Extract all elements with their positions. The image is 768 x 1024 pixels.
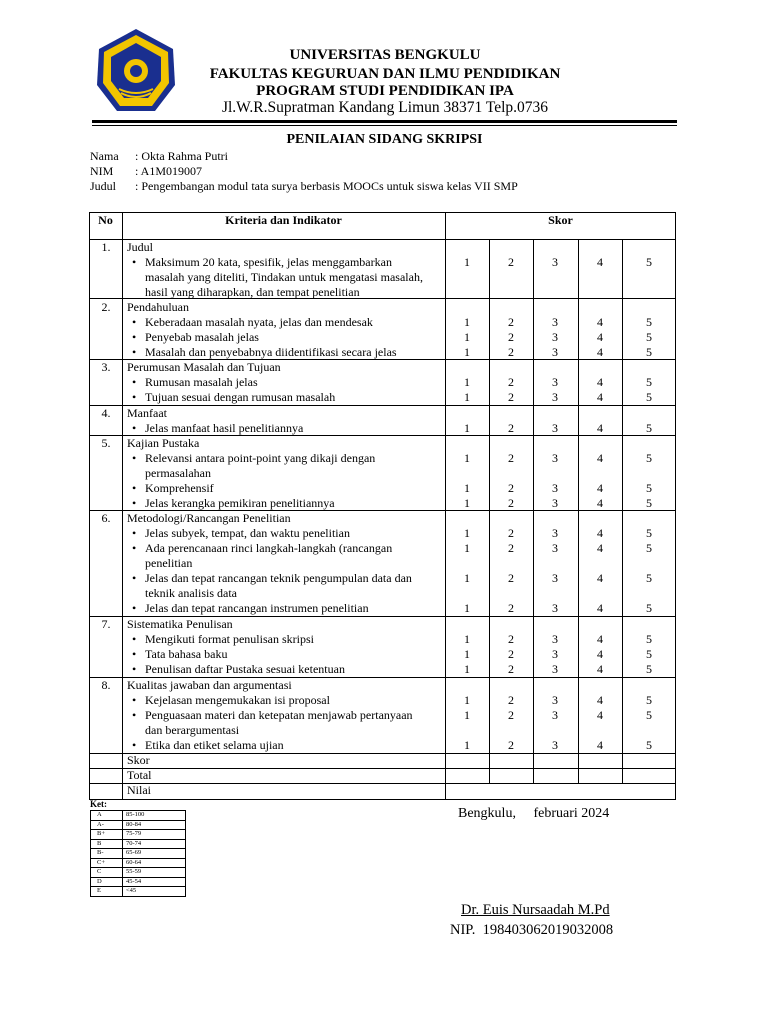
score-option: 3 — [552, 345, 558, 359]
row-number: 7. — [101, 617, 111, 631]
criteria-title: Pendahuluan — [127, 300, 189, 314]
criteria-title: Manfaat — [127, 406, 167, 420]
grade-letter: B — [97, 839, 102, 847]
score-option: 4 — [597, 526, 603, 540]
score-option: 4 — [597, 738, 603, 752]
score-option: 3 — [552, 662, 558, 676]
assessment-table — [89, 212, 676, 799]
score-option: 2 — [508, 526, 514, 540]
legend-rule — [90, 886, 186, 887]
university-logo — [95, 27, 177, 115]
score-option: 3 — [552, 315, 558, 329]
score-option: 3 — [552, 647, 558, 661]
score-option: 1 — [464, 662, 470, 676]
criteria-title: Kualitas jawaban dan argumentasi — [127, 678, 292, 692]
score-option: 5 — [646, 662, 652, 676]
score-option: 2 — [508, 375, 514, 389]
indicator-item: • Tujuan sesuai dengan rumusan masalah — [145, 390, 335, 405]
criteria-title: Perumusan Masalah dan Tujuan — [127, 360, 281, 374]
score-option: 1 — [464, 632, 470, 646]
grade-range: 65-69 — [126, 849, 142, 856]
score-option: 1 — [464, 708, 470, 722]
score-option: 5 — [646, 693, 652, 707]
score-option: 4 — [597, 632, 603, 646]
score-option: 2 — [508, 481, 514, 495]
score-option: 2 — [508, 647, 514, 661]
score-option: 4 — [597, 345, 603, 359]
indicator-continuation: teknik analisis data — [145, 586, 237, 600]
grade-letter: A — [97, 811, 102, 818]
table-rule — [489, 239, 490, 783]
score-option: 1 — [464, 375, 470, 389]
legend-rule — [122, 810, 123, 896]
score-option: 4 — [597, 708, 603, 722]
score-option: 5 — [646, 632, 652, 646]
score-option: 4 — [597, 601, 603, 615]
page-title: PENILAIAN SIDANG SKRIPSI — [286, 132, 483, 147]
score-option: 2 — [508, 632, 514, 646]
score-option: 1 — [464, 481, 470, 495]
header-rule-thin — [92, 125, 677, 126]
grade-letter: B- — [97, 849, 104, 856]
indicator-item: • Etika dan etiket selama ujian — [145, 738, 284, 753]
score-option: 5 — [646, 345, 652, 359]
score-option: 4 — [597, 541, 603, 555]
grade-letter: A- — [97, 820, 104, 828]
table-rule — [122, 212, 123, 799]
score-option: 1 — [464, 315, 470, 329]
grade-range: 80-84 — [126, 820, 142, 828]
score-option: 5 — [646, 738, 652, 752]
grade-letter: D — [97, 877, 102, 885]
grade-letter: B+ — [97, 830, 106, 837]
signature-place-date: Bengkulu, februari 2024 — [458, 806, 610, 821]
score-option: 5 — [646, 330, 652, 344]
score-option: 3 — [552, 496, 558, 510]
indicator-continuation: hasil yang diharapkan, dan tempat penelitian — [145, 285, 360, 299]
score-option: 5 — [646, 496, 652, 510]
faculty-name: FAKULTAS KEGURUAN DAN ILMU PENDIDIKAN — [209, 66, 561, 82]
indicator-item: • Rumusan masalah jelas — [145, 375, 258, 390]
row-number: 6. — [101, 511, 111, 525]
score-option: 5 — [646, 708, 652, 722]
indicator-item: • Kejelasan mengemukakan isi proposal — [145, 693, 330, 708]
indicator-item: • Penyebab masalah jelas — [145, 330, 259, 345]
table-rule — [445, 768, 676, 769]
table-rule — [675, 212, 676, 799]
score-option: 2 — [508, 345, 514, 359]
score-option: 2 — [508, 541, 514, 555]
indicator-item: • Penulisan daftar Pustaka sesuai ketentuan — [145, 662, 345, 677]
score-option: 1 — [464, 601, 470, 615]
score-option: 4 — [597, 375, 603, 389]
grade-range: <45 — [126, 887, 137, 894]
score-option: 5 — [646, 451, 652, 465]
score-option: 5 — [646, 601, 652, 615]
criteria-title: Kajian Pustaka — [127, 436, 200, 450]
score-option: 4 — [597, 255, 603, 269]
row-number: 4. — [101, 406, 111, 420]
grade-range: 60-64 — [126, 858, 142, 866]
score-option: 3 — [552, 738, 558, 752]
identity-key: Judul — [90, 179, 117, 193]
score-option: 1 — [464, 541, 470, 555]
score-option: 3 — [552, 541, 558, 555]
identity-value: : A1M019007 — [135, 164, 203, 178]
score-option: 2 — [508, 496, 514, 510]
identity-value: : Pengembangan modul tata surya berbasis MOOCs untuk siswa kelas VII SMP — [135, 179, 518, 193]
score-option: 5 — [646, 255, 652, 269]
score-option: 1 — [464, 571, 470, 585]
table-rule — [89, 405, 676, 406]
column-header-score: Skor — [548, 213, 573, 227]
score-option: 2 — [508, 421, 514, 435]
indicator-item: • Maksimum 20 kata, spesifik, jelas menggambarkan — [145, 255, 392, 270]
score-option: 3 — [552, 375, 558, 389]
table-rule — [89, 753, 676, 754]
grade-letter: E — [97, 887, 101, 894]
score-option: 4 — [597, 647, 603, 661]
score-option: 1 — [464, 330, 470, 344]
score-option: 3 — [552, 481, 558, 495]
score-option: 5 — [646, 375, 652, 389]
score-option: 4 — [597, 330, 603, 344]
row-number: 8. — [101, 678, 111, 692]
score-option: 2 — [508, 255, 514, 269]
column-header-criteria: Kriteria dan Indikator — [225, 213, 342, 227]
score-option: 5 — [646, 647, 652, 661]
indicator-item: • Ada perencanaan rinci langkah-langkah (rancangan — [145, 541, 392, 556]
score-option: 2 — [508, 662, 514, 676]
table-rule — [445, 783, 676, 784]
score-option: 3 — [552, 390, 558, 404]
indicator-item: • Keberadaan masalah nyata, jelas dan mendesak — [145, 315, 373, 330]
address: Jl.W.R.Supratman Kandang Limun 38371 Telp.0736 — [221, 99, 549, 116]
indicator-item: • Relevansi antara point-point yang dikaji dengan — [145, 451, 375, 466]
column-header-no: No — [98, 213, 113, 227]
grade-range: 75-79 — [126, 830, 142, 837]
score-option: 2 — [508, 330, 514, 344]
score-option: 2 — [508, 601, 514, 615]
grade-range: 55-59 — [126, 868, 142, 875]
indicator-item: • Jelas subyek, tempat, dan waktu penelitian — [145, 526, 350, 541]
row-number: 1. — [101, 240, 111, 254]
score-option: 4 — [597, 481, 603, 495]
indicator-item: • Komprehensif — [145, 481, 214, 496]
indicator-continuation: dan berargumentasi — [145, 723, 240, 737]
score-option: 5 — [646, 526, 652, 540]
footer-total: Total — [127, 768, 152, 782]
score-option: 5 — [646, 481, 652, 495]
score-option: 2 — [508, 315, 514, 329]
indicator-item: • Mengikuti format penulisan skripsi — [145, 632, 314, 647]
score-option: 2 — [508, 693, 514, 707]
footer-skor: Skor — [127, 753, 150, 767]
score-option: 3 — [552, 255, 558, 269]
grade-range: 70-74 — [126, 839, 142, 847]
grade-letter: C — [97, 868, 102, 875]
criteria-title: Sistematika Penulisan — [127, 617, 233, 631]
score-option: 2 — [508, 571, 514, 585]
grade-letter: C+ — [97, 858, 106, 866]
score-option: 1 — [464, 421, 470, 435]
score-option: 3 — [552, 571, 558, 585]
score-option: 4 — [597, 315, 603, 329]
score-option: 3 — [552, 451, 558, 465]
score-option: 1 — [464, 526, 470, 540]
indicator-item: • Jelas dan tepat rancangan teknik pengumpulan data dan — [145, 571, 412, 586]
score-option: 1 — [464, 345, 470, 359]
score-option: 5 — [646, 541, 652, 555]
university-name: UNIVERSITAS BENGKULU — [289, 47, 481, 63]
score-option: 3 — [552, 526, 558, 540]
indicator-item: • Penguasaan materi dan ketepatan menjawab pertanyaan — [145, 708, 413, 723]
program-name: PROGRAM STUDI PENDIDIKAN IPA — [256, 83, 514, 99]
identity-name-row — [90, 149, 228, 164]
score-option: 1 — [464, 693, 470, 707]
score-option: 2 — [508, 390, 514, 404]
criteria-title: Judul — [127, 240, 154, 254]
score-option: 3 — [552, 693, 558, 707]
ket-label: Ket: — [90, 799, 107, 809]
indicator-item: • Jelas kerangka pemikiran penelitiannya — [145, 496, 335, 511]
score-option: 3 — [552, 601, 558, 615]
footer-nilai: Nilai — [127, 783, 151, 797]
score-option: 3 — [552, 421, 558, 435]
score-option: 5 — [646, 390, 652, 404]
legend-rule — [90, 810, 91, 896]
indicator-continuation: masalah yang diteliti, Tindakan untuk mengatasi masalah, — [145, 270, 423, 284]
legend-rule — [185, 810, 186, 896]
grade-range: 45-54 — [126, 877, 142, 885]
score-option: 3 — [552, 632, 558, 646]
signature-name: Dr. Euis Nursaadah M.Pd — [461, 902, 610, 918]
score-option: 4 — [597, 693, 603, 707]
score-option: 3 — [552, 330, 558, 344]
identity-key: NIM — [90, 164, 114, 178]
criteria-title: Metodologi/Rancangan Penelitian — [127, 511, 291, 525]
table-rule — [89, 799, 676, 800]
grade-range: 85-100 — [126, 811, 145, 818]
table-rule — [445, 212, 446, 799]
row-number: 2. — [101, 300, 111, 314]
score-option: 2 — [508, 451, 514, 465]
score-option: 5 — [646, 571, 652, 585]
score-option: 1 — [464, 738, 470, 752]
table-rule — [533, 239, 534, 783]
score-option: 4 — [597, 496, 603, 510]
indicator-item: • Tata bahasa baku — [145, 647, 227, 662]
row-number: 5. — [101, 436, 111, 450]
score-option: 2 — [508, 738, 514, 752]
identity-nim-row — [90, 164, 202, 179]
score-option: 4 — [597, 421, 603, 435]
indicator-continuation: permasalahan — [145, 466, 211, 480]
score-option: 1 — [464, 255, 470, 269]
score-option: 5 — [646, 315, 652, 329]
signature-nip: NIP. 198403062019032008 — [450, 922, 614, 938]
score-option: 2 — [508, 708, 514, 722]
legend-rule — [90, 896, 186, 897]
score-option: 4 — [597, 662, 603, 676]
identity-key: Nama — [90, 149, 119, 163]
score-option: 4 — [597, 451, 603, 465]
score-option: 5 — [646, 421, 652, 435]
score-option: 1 — [464, 496, 470, 510]
identity-value: : Okta Rahma Putri — [135, 149, 228, 163]
table-rule — [622, 239, 623, 783]
score-option: 1 — [464, 451, 470, 465]
indicator-continuation: penelitian — [145, 556, 193, 570]
table-rule — [89, 239, 676, 240]
indicator-item: • Jelas dan tepat rancangan instrumen penelitian — [145, 601, 369, 616]
row-number: 3. — [101, 360, 111, 374]
score-option: 4 — [597, 571, 603, 585]
score-option: 3 — [552, 708, 558, 722]
header-rule-thick — [92, 120, 677, 123]
table-rule — [578, 239, 579, 783]
score-option: 4 — [597, 390, 603, 404]
identity-title-row — [90, 179, 518, 194]
indicator-item: • Jelas manfaat hasil penelitiannya — [145, 421, 303, 436]
indicator-item: • Masalah dan penyebabnya diidentifikasi secara jelas — [145, 345, 397, 360]
grade-legend-table — [90, 810, 186, 898]
score-option: 1 — [464, 390, 470, 404]
score-option: 1 — [464, 647, 470, 661]
